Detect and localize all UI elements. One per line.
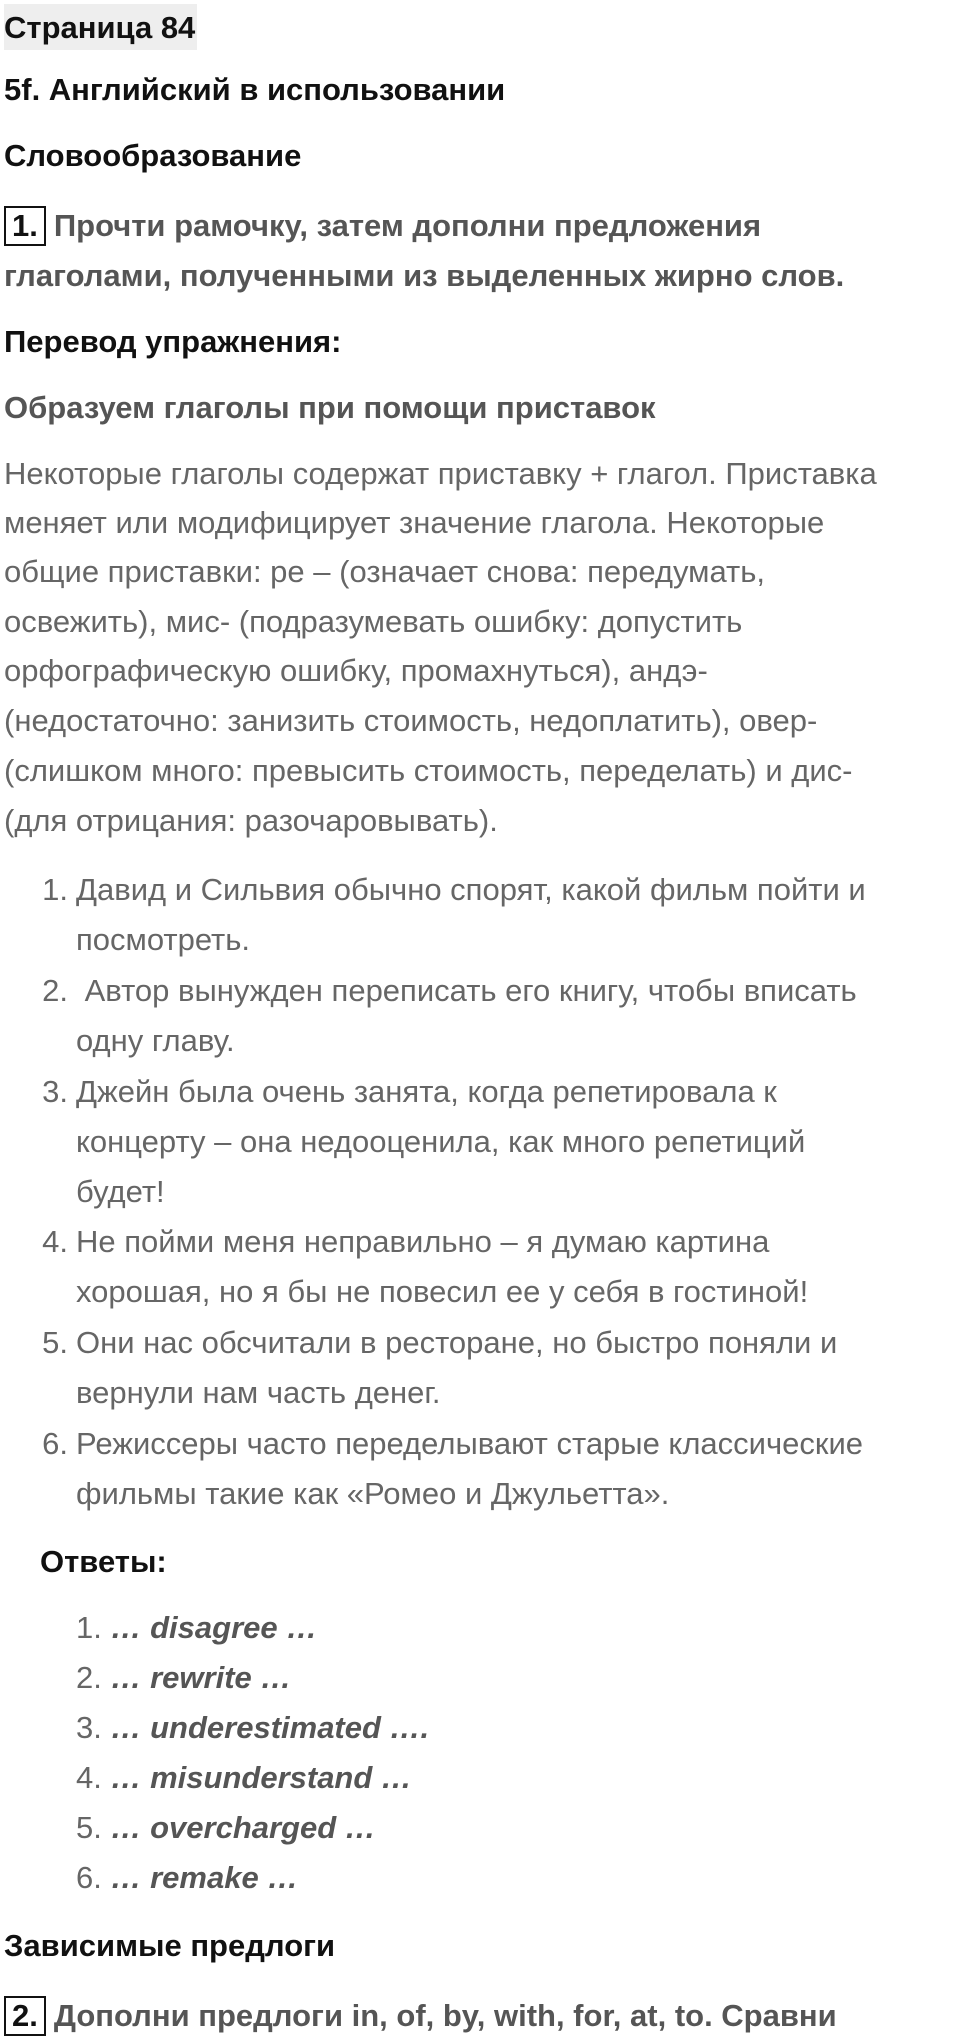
section-title: 5f. Английский в использовании [4,72,506,107]
sentence-number: 2. [42,973,68,1008]
task-1-number: 1. [4,206,46,246]
subsection-title: Словообразование [4,138,302,173]
task-1-text-line-2: глаголами, полученными из выделенных жирно слов. [4,258,845,293]
answer-number: 5. [76,1810,102,1845]
answer-number: 4. [76,1760,102,1795]
paragraph-line: меняет или модифицирует значение глагола. Некоторые [4,505,825,540]
paragraph-line: орфографическую ошибку, промахнуться), андэ- [4,653,708,688]
sentence-text: Давид и Сильвия обычно спорят, какой фильм пойти и [76,872,866,907]
sentence-text-continued: посмотреть. [76,922,251,957]
sentence-text-continued: фильмы такие как «Ромео и Джульетта». [76,1476,670,1511]
answer-value: … disagree … [110,1610,318,1645]
paragraph-line: общие приставки: ре – (означает снова: передумать, [4,554,765,589]
sentence-text: Джейн была очень занята, когда репетировала к [76,1074,777,1109]
answer-value: … rewrite … [110,1660,292,1695]
answer-value: … overcharged … [110,1810,376,1845]
answer-number: 2. [76,1660,102,1695]
answer-value: … remake … [110,1860,299,1895]
sentence-number: 4. [42,1224,68,1259]
answer-item [76,1810,376,1846]
sentence-text-continued: хорошая, но я бы не повесил ее у себя в гостиной! [76,1274,809,1309]
paragraph-line: Некоторые глаголы содержат приставку + глагол. Приставка [4,456,877,491]
sentence-number: 6. [42,1426,68,1461]
answer-item [76,1760,412,1796]
task-1-line-1 [4,206,761,246]
paragraph-line: (недостаточно: занизить стоимость, недоплатить), овер- [4,703,818,738]
answers-title: Ответы: [40,1544,167,1579]
sentence-item [34,1074,777,1110]
sentence-number: 3. [42,1074,68,1109]
task-1-text-line-1: Прочти рамочку, затем дополни предложения [53,208,762,243]
answer-number: 3. [76,1710,102,1745]
sentence-text: Автор вынужден переписать его книгу, чтобы вписать [76,973,857,1008]
paragraph-line: (для отрицания: разочаровывать). [4,803,498,838]
sentence-item [34,872,866,908]
sentence-text-continued: вернули нам часть денег. [76,1375,441,1410]
sentence-item [34,1325,837,1361]
paragraph-line: освежить), мис- (подразумевать ошибку: допустить [4,604,743,639]
answer-value: … underestimated …. [110,1710,430,1745]
sentence-item [34,1224,769,1260]
sentence-text: Не пойми меня неправильно – я думаю картина [76,1224,770,1259]
sentence-number: 5. [42,1325,68,1360]
sentence-text-continued: концерту – она недооценила, как много репетиций [76,1124,806,1159]
sentence-text: Режиссеры часто переделывают старые классические [76,1426,864,1461]
answer-item [76,1610,317,1646]
box-heading: Образуем глаголы при помощи приставок [4,390,656,425]
translation-heading: Перевод упражнения: [4,324,342,359]
page-number-label: Страница 84 [4,4,197,50]
task-2-text: Дополни предлоги in, of, by, with, for, at, to. Сравни [53,1998,837,2033]
answer-item [76,1860,298,1896]
sentence-text: Они нас обсчитали в ресторане, но быстро поняли и [76,1325,838,1360]
answer-number: 6. [76,1860,102,1895]
sentence-item [34,1426,863,1462]
sentence-text-continued: будет! [76,1174,165,1209]
answer-item [76,1710,429,1746]
answer-item [76,1660,291,1696]
task-2-line [4,1996,837,2036]
answer-value: … misunderstand … [110,1760,412,1795]
task-2-number: 2. [4,1996,46,2036]
answer-number: 1. [76,1610,102,1645]
prepositions-heading: Зависимые предлоги [4,1928,336,1963]
sentence-item [34,973,857,1009]
sentence-number: 1. [42,872,68,907]
sentence-text-continued: одну главу. [76,1023,235,1058]
paragraph-line: (слишком много: превысить стоимость, переделать) и дис- [4,753,853,788]
